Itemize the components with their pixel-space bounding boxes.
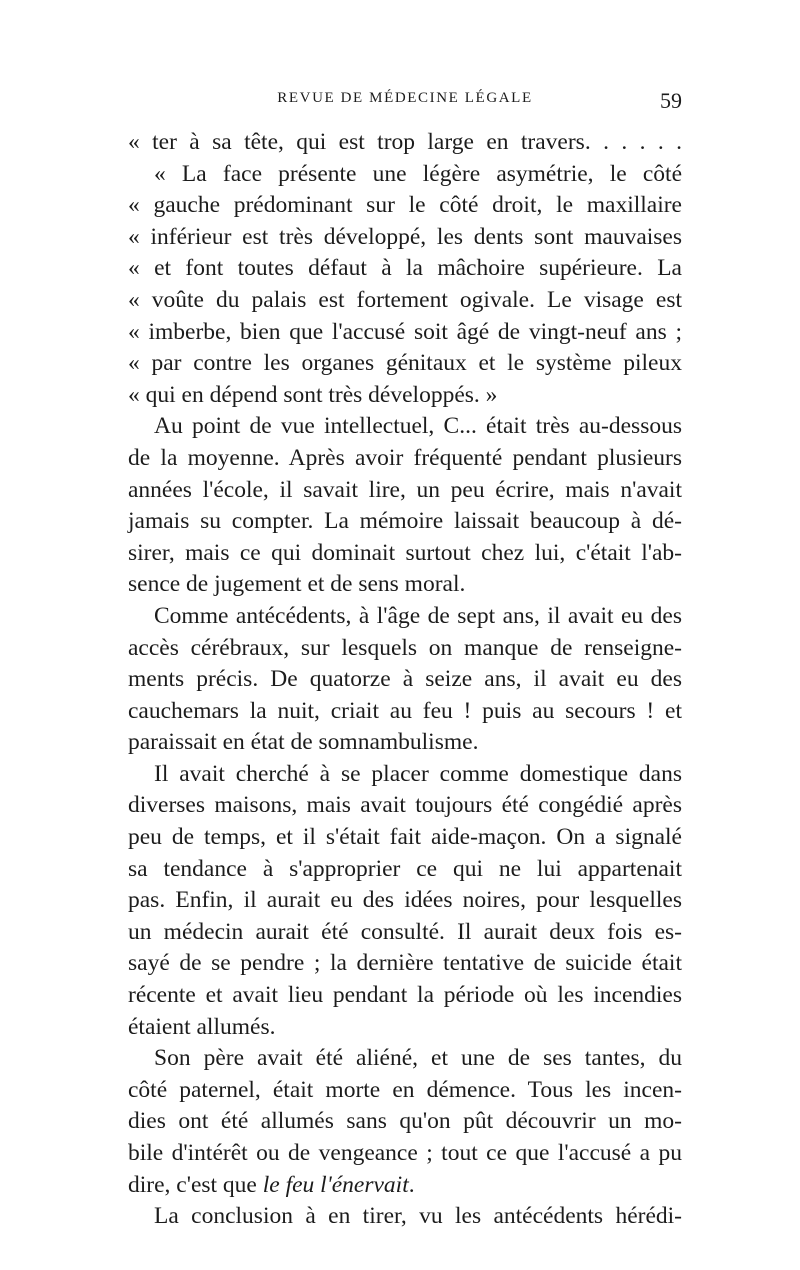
text-line: récente et avait lieu pendant la période où les incendies <box>128 982 682 1009</box>
text-line: Son père avait été aliéné, et une de ses tantes, du <box>154 1045 682 1072</box>
text-line: Au point de vue intellectuel, C... était très au-dessous <box>154 413 682 440</box>
text-line: « imberbe, bien que l'accusé soit âgé de vingt-neuf ans ; <box>128 318 682 345</box>
text-line: Comme antécédents, à l'âge de sept ans, il avait eu des <box>154 602 682 629</box>
text-line: côté paternel, était morte en démence. Tous les incen- <box>128 1076 682 1103</box>
text-line: diverses maisons, mais avait toujours été congédié après <box>128 792 682 819</box>
text-line: accès cérébraux, sur lesquels on manque de renseigne- <box>128 634 682 661</box>
text-line: cauchemars la nuit, criait au feu ! puis au secours ! et <box>128 697 682 724</box>
italic-quote: le feu l'énervait <box>262 1171 409 1198</box>
text-line-with-italic <box>128 1170 682 1202</box>
text-line: « ter à sa tête, qui est trop large en travers. . . . . . <box>128 129 682 155</box>
text-line: sence de jugement et de sens moral. <box>128 571 466 598</box>
running-title: REVUE DE MÉDECINE LÉGALE <box>277 90 533 106</box>
text-line: Il avait cherché à se placer comme domestique dans <box>154 760 682 787</box>
text-line: La conclusion à en tirer, vu les antécédents hérédi- <box>154 1203 682 1230</box>
text-segment: . <box>408 1171 415 1198</box>
text-line: dies ont été allumés sans qu'on pût découvrir un mo- <box>128 1108 682 1135</box>
text-line: étaient allumés. <box>128 1013 276 1040</box>
text-line: peu de temps, et il s'était fait aide-maçon. On a signalé <box>128 824 682 851</box>
text-line: sirer, mais ce qui dominait surtout chez lui, c'était l'ab- <box>128 539 682 566</box>
text-line: « gauche prédominant sur le côté droit, le maxillaire <box>128 192 682 219</box>
page-number: 59 <box>660 88 682 113</box>
running-head <box>128 88 682 120</box>
text-line: « La face présente une légère asymétrie, le côté <box>154 160 682 187</box>
text-line: pas. Enfin, il aurait eu des idées noires, pour lesquelles <box>128 887 682 914</box>
body-text <box>128 127 682 1233</box>
text-line: « par contre les organes génitaux et le système pileux <box>128 350 682 377</box>
text-line: années l'école, il savait lire, un peu écrire, mais n'avait <box>128 476 682 503</box>
text-line: bile d'intérêt ou de vengeance ; tout ce que l'accusé a pu <box>128 1140 682 1166</box>
text-line: « voûte du palais est fortement ogivale. Le visage est <box>128 286 682 313</box>
text-line: « inférieur est très développé, les dents sont mauvaises <box>128 223 682 250</box>
text-line: paraissait en état de somnambulisme. <box>128 729 479 756</box>
text-line: un médecin aurait été consulté. Il aurait deux fois es- <box>128 918 682 945</box>
text-line: « qui en dépend sont très développés. » <box>128 381 498 408</box>
text-segment: dire, c'est que <box>128 1171 263 1198</box>
text-line: de la moyenne. Après avoir fréquenté pendant plusieurs <box>128 444 682 471</box>
text-line: sayé de se pendre ; la dernière tentative de suicide était <box>128 950 682 977</box>
text-line: ments précis. De quatorze à seize ans, il avait eu des <box>128 666 682 693</box>
text-line: sa tendance à s'approprier ce qui ne lui appartenait <box>128 855 682 882</box>
text-line: jamais su compter. La mémoire laissait beaucoup à dé- <box>128 508 682 535</box>
text-line: « et font toutes défaut à la mâchoire supérieure. La <box>128 255 682 282</box>
